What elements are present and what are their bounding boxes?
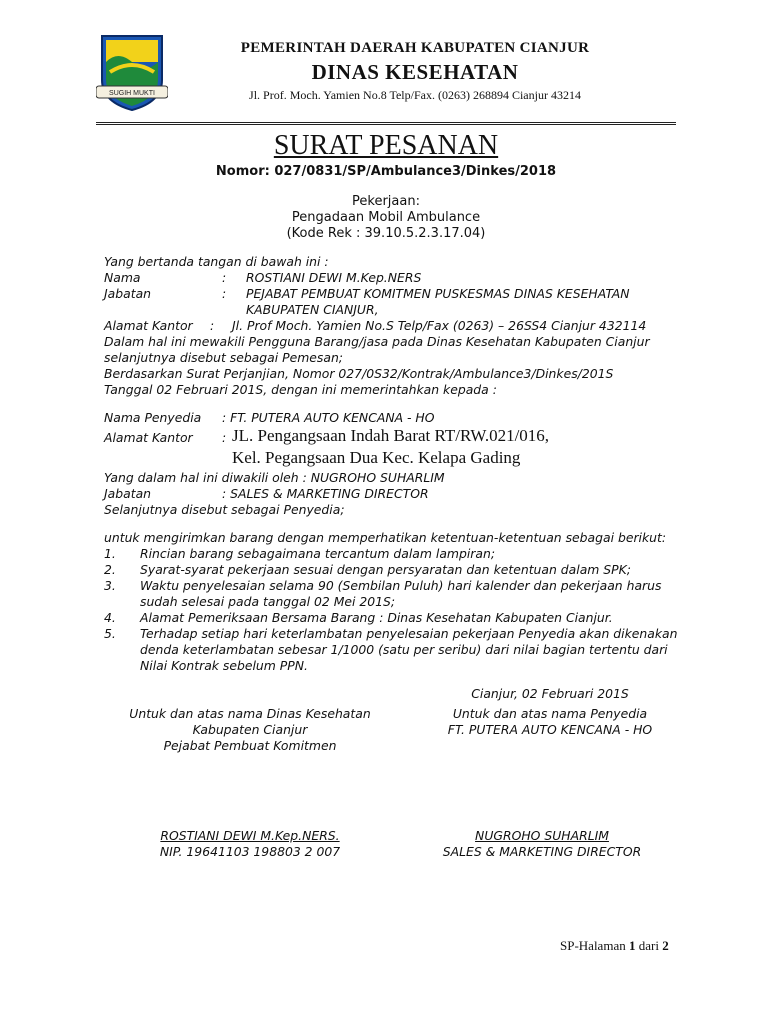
term-line: denda keterlambatan sebesar 1/1000 (satu per seribu) dari nilai bagian tertentu dari bbox=[140, 642, 668, 657]
colon: : bbox=[210, 318, 215, 333]
pekerjaan-label: Pekerjaan: bbox=[352, 194, 420, 209]
term-number: 1. bbox=[104, 546, 116, 561]
provider-nama-label: Nama Penyedia bbox=[104, 410, 202, 425]
paragraph-line: Tanggal 02 Februari 201S, dengan ini memerintahkan kepada : bbox=[104, 382, 497, 397]
term-line: Alamat Pemeriksaan Bersama Barang : Dinas Kesehatan Kabupaten Cianjur. bbox=[140, 610, 613, 625]
right-sign-line2: FT. PUTERA AUTO KENCANA - HO bbox=[447, 722, 653, 737]
term-number: 3. bbox=[104, 578, 116, 593]
right-signer-name: NUGROHO SUHARLIM bbox=[475, 828, 609, 843]
left-signer-nip: NIP. 19641103 198803 2 007 bbox=[159, 844, 341, 859]
paragraph-line: Dalam hal ini mewakili Pengguna Barang/jasa pada Dinas Kesehatan Kabupaten Cianjur bbox=[104, 334, 650, 349]
page-footer: SP-Halaman 1 dari 2 bbox=[560, 938, 669, 953]
left-sign-line1: Untuk dan atas nama Dinas Kesehatan bbox=[129, 706, 371, 721]
government-name: PEMERINTAH DAERAH KABUPATEN CIANJUR bbox=[240, 40, 590, 56]
provider-nama: : FT. PUTERA AUTO KENCANA - HO bbox=[222, 410, 435, 425]
term-number: 5. bbox=[104, 626, 116, 641]
provider-alamat-label: Alamat Kantor bbox=[104, 430, 193, 445]
provider-alamat-line2: Kel. Pegangsaan Dua Kec. Kelapa Gading bbox=[232, 448, 521, 467]
term-number: 2. bbox=[104, 562, 116, 577]
colon: : bbox=[222, 430, 227, 445]
signer-alamat: Jl. Prof Moch. Yamien No.S Telp/Fax (0263) – 26SS4 Cianjur 432114 bbox=[232, 318, 647, 333]
signer-jabatan-line1: PEJABAT PEMBUAT KOMITMEN PUSKESMAS DINAS KESEHATAN bbox=[246, 286, 630, 301]
provider-closing: Selanjutnya disebut sebagai Penyedia; bbox=[104, 502, 345, 517]
signer-nama-label: Nama bbox=[104, 270, 141, 285]
term-line: Terhadap setiap hari keterlambatan penyelesaian pekerjaan Penyedia akan dikenakan bbox=[140, 626, 678, 641]
term-line: sudah selesai pada tanggal 02 Mei 201S; bbox=[140, 594, 396, 609]
signer-intro: Yang bertanda tangan di bawah ini : bbox=[104, 254, 329, 269]
paragraph-line: Berdasarkan Surat Perjanjian, Nomor 027/0S32/Kontrak/Ambulance3/Dinkes/201S bbox=[104, 366, 614, 381]
document-number: Nomor: 027/0831/SP/Ambulance3/Dinkes/2018 bbox=[215, 164, 557, 179]
signer-nama: ROSTIANI DEWI M.Kep.NERS bbox=[246, 270, 422, 285]
provider-jabatan: : SALES & MARKETING DIRECTOR bbox=[222, 486, 429, 501]
place-date: Cianjur, 02 Februari 201S bbox=[471, 686, 629, 701]
provider-alamat-line1: JL. Pengangsaan Indah Barat RT/RW.021/016, bbox=[232, 426, 550, 445]
header-divider bbox=[96, 122, 676, 125]
pekerjaan-kode: (Kode Rek : 39.10.5.2.3.17.04) bbox=[286, 226, 486, 241]
right-sign-line1: Untuk dan atas nama Penyedia bbox=[452, 706, 648, 721]
term-line: Rincian barang sebagaimana tercantum dalam lampiran; bbox=[140, 546, 496, 561]
term-line: Waktu penyelesaian selama 90 (Sembilan Puluh) hari kalender dan pekerjaan harus bbox=[140, 578, 662, 593]
right-signer-title: SALES & MARKETING DIRECTOR bbox=[442, 844, 642, 859]
terms-intro: untuk mengirimkan barang dengan memperhatikan ketentuan-ketentuan sebagai berikut: bbox=[104, 530, 667, 545]
colon: : bbox=[222, 270, 227, 285]
left-signer-name: ROSTIANI DEWI M.Kep.NERS. bbox=[160, 828, 340, 843]
svg-text:SUGIH MUKTI: SUGIH MUKTI bbox=[109, 90, 155, 97]
colon: : bbox=[222, 286, 227, 301]
provider-representative: Yang dalam hal ini diwakili oleh : NUGROHO SUHARLIM bbox=[104, 470, 445, 485]
paragraph-line: selanjutnya disebut sebagai Pemesan; bbox=[104, 350, 343, 365]
agency-name: DINAS KESEHATAN bbox=[311, 60, 519, 84]
signer-jabatan-label: Jabatan bbox=[104, 286, 152, 301]
term-line: Syarat-syarat pekerjaan sesuai dengan persyaratan dan ketentuan dalam SPK; bbox=[140, 562, 631, 577]
left-sign-line2: Kabupaten Cianjur bbox=[192, 722, 308, 737]
left-sign-line3: Pejabat Pembuat Komitmen bbox=[163, 738, 337, 753]
document-title: SURAT PESANAN bbox=[273, 130, 499, 161]
term-line: Nilai Kontrak sebelum PPN. bbox=[140, 658, 308, 673]
signer-jabatan-line2: KABUPATEN CIANJUR, bbox=[246, 302, 379, 317]
term-number: 4. bbox=[104, 610, 116, 625]
regency-emblem-logo bbox=[96, 32, 168, 112]
provider-jabatan-label: Jabatan bbox=[104, 486, 152, 501]
signer-alamat-label: Alamat Kantor bbox=[104, 318, 193, 333]
pekerjaan-name: Pengadaan Mobil Ambulance bbox=[291, 210, 481, 225]
agency-address: Jl. Prof. Moch. Yamien No.8 Telp/Fax. (0263) 268894 Cianjur 43214 bbox=[249, 88, 581, 102]
